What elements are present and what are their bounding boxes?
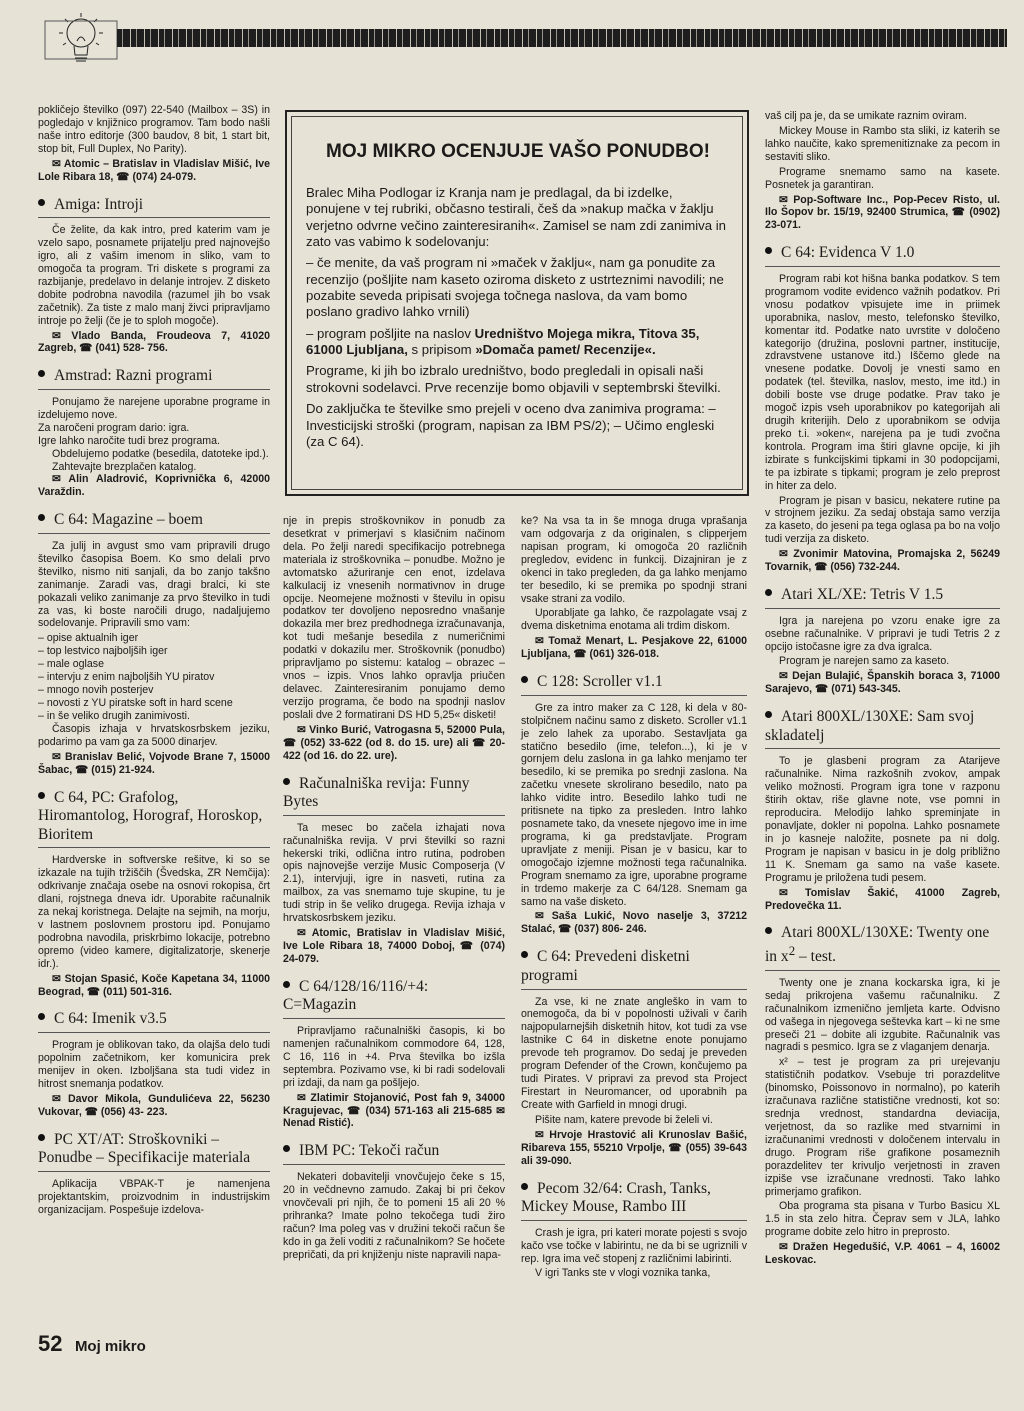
article-heading: PC XT/AT: Stroškovniki – Ponudbe – Specifikacije materiala: [38, 1131, 270, 1172]
bullet-icon: [38, 199, 45, 206]
article-heading: C 64/128/16/116/+4: C=Magazin: [283, 978, 505, 1019]
notice-text: Bralec Miha Podlogar iz Kranja nam je predlagal, da bi izdelke, ponujene v tej rubriki, občasno testirali, češ da »nakup mačka v žaklju verjetno odvrne večino zainteresiranih«. Zamisel se nam zdi zanimiva in zato vas vabimo k sodelovanju:: [306, 184, 726, 249]
article-text: Aplikacija VBPAK-T je namenjena projektantskim, proizvodnim in industrijskim organizacijam. Pospešuje izdelova-: [38, 1177, 270, 1216]
contact-address: ✉ Davor Mikola, Gundulićeva 22, 56230 Vukovar, ☎ (056) 43- 223.: [38, 1092, 270, 1118]
bullet-icon: [283, 778, 290, 785]
article-text: V igri Tanks ste v vlogi voznika tanka,: [535, 1267, 711, 1280]
notice-text: – program pošljite na naslov Uredništvo Mojega mikra, Titova 35, 61000 Ljubljana, s pripisom »Domača pamet/ Recenzije«.: [306, 325, 700, 358]
magazine-name: Moj mikro: [74, 1338, 146, 1355]
notice-text: – če menite, da vaš program ni »maček v žaklju«, nam ga ponudite za recenzijo (pošljite nam kaseto oziroma disketo z ustrteznimi navodili; ne pozabite seveda pripisati svojega točnega naslova, da vam bomo poslano gradivo lahko vrnili): [306, 255, 724, 320]
lightbulb-icon: [35, 11, 125, 75]
article-heading: Amiga: Introji: [38, 196, 270, 219]
article-text: nje in prepis stroškovnikov in ponudb za desetkrat v primerjavi s klasičnim načinom dela. Po želji naredi specifikacijo potrebnega materiala iz stroškovnika – ponudbe. Možno je avtomatsko ažuriranje cen enot, izdelava kalkulacij iz vnesenih normativnov in druge opcije. Neomejene možnosti v številu in opisu podatkov ter dovoljeno neposredno vnašanje dokazila mer brez predhodnega izračunavanja, kot tudi mešanje besedila z numeričnimi podatki v dokazilu mer. Stroškovnik (ponudbo) pripravljamo po sistemu: katalog – obrazec – vnos – izpis. Vnos lahko opravlja priučen delavec. Zainteresiranim ponujamo demo verzijo programa, če bodo na spodnji naslov poslali dve 2 formatirani DS HD 5,25« disketi!: [283, 515, 505, 721]
article-text: Za naročeni program dario: igra.: [38, 421, 190, 434]
bullet-icon: [765, 927, 772, 934]
article-text: ke? Na vsa ta in še mnoga druga vprašanja vam odgovarja z da originalen, s clipperjem napisan program, ki omogoča 20 različnih pregledov, evidenc in funkcij. Dizajniran je z okenci in tako pregleden, da ga lahko menjamo ter besedilo, ki se premika po spodnji strani vsake strani za vodilo.: [521, 515, 747, 605]
list-item: – mnogo novih posterjev: [38, 684, 154, 697]
article-heading: Računalniška revija: Funny Bytes: [283, 775, 505, 816]
article-heading: C 64: Evidenca V 1.0: [765, 244, 1000, 267]
bullet-icon: [38, 370, 45, 377]
bullet-icon: [38, 1013, 45, 1020]
article-text: Pripravljamo računalniški časopis, ki bo namenjen računalnikom commodore 64, 128, C 16, 116 in +4. Prva številka bo izšla septembra. Pozivamo vse, ki bi radi sodelovali pri izdaji, da nam ga pošljejo.: [283, 1025, 505, 1089]
contact-address: ✉ Vlado Banda, Froudeova 7, 41020 Zagreb, ☎ (041) 528- 756.: [38, 329, 270, 355]
article-text: Crash je igra, pri kateri morate pojesti s svojo kačo vse točke v labirintu, ne da bi se ugriznili v rep. Igra ima več stopenj z različnimi labirinti.: [521, 1226, 747, 1265]
bullet-icon: [38, 1134, 45, 1141]
article-text: Ta mesec bo začela izhajati nova računalniška revija. V prvi številki so razni hekerski triki, odlična intro rutina, podroben opis najnovejše verzije Music Composerja (V 2.1), intervjuji, igre in nasveti, rutina za mailbox, za vas snemamo tuje skupine, tu je tudi strip in še veliko drugega. Revija izhaja v hrvatskosrbskem jeziku.: [283, 821, 505, 925]
contact-address: ✉ Dejan Bulajić, Španskih boraca 3, 71000 Sarajevo, ☎ (071) 543-345.: [765, 670, 1000, 696]
article-heading: Atari 800XL/130XE: Sam svoj skladatelj: [765, 708, 1000, 749]
article-text: Twenty one je znana kockarska igra, ki je sedaj prikrojena vašemu računalniku. Z računalnikom izmenično jemljeta karte. Odvisno od vašega in njegovega seštevka kart – ki ne sme preseči 21 – dobite ali izgubite. Računalnik vas nagradi s pesmico. Igra se z vlaganjem denarja.: [765, 976, 1000, 1054]
notice-text: Do zaključka te številke smo prejeli v oceno dva zanimiva programa: –Investicijski stroški (program, napisan za IBM PS/2); – Učimo engleski (za C 64).: [306, 401, 716, 449]
bullet-icon: [38, 792, 45, 799]
article-text: Program je narejen samo za kaseto.: [779, 655, 950, 668]
page-header-banner: [35, 17, 1007, 55]
article-text: Pišite nam, katere prevode bi želeli vi.: [535, 1113, 713, 1126]
contact-address: ✉ Zvonimir Matovina, Promajska 2, 56249 Tovarnik, ☎ (056) 732-244.: [765, 548, 1000, 574]
article-text: Program je pisan v basicu, nekatere rutine pa v strojnem jeziku. Za sedaj obstaja samo verzija za kaseto, do jeseni pa tega oglasa pa bo na voljo tudi verzija za disketo.: [765, 494, 1000, 546]
contact-address: ✉ Hrvoje Hrastović ali Krunoslav Bašić, Ribareva 155, 55210 Vrpolje, ☎ (055) 39-643 ali 39-090.: [521, 1128, 747, 1167]
contact-address: ✉ Pop-Software Inc., Pop-Pecev Risto, ul. Ilo Šopov br. 15/19, 92400 Strumica, ☎ (0902) 23-071.: [765, 193, 1000, 232]
list-item: – intervju z enim najboljših YU piratov: [38, 671, 215, 684]
column-1: [38, 104, 270, 1219]
notice-title: MOJ MIKRO OCENJUJE VAŠO PONUDBO!: [326, 141, 710, 162]
column-2: [283, 515, 505, 1263]
article-heading: Atari XL/XE: Tetris V 1.5: [765, 586, 1000, 609]
list-item: – top lestvico najboljših iger: [38, 645, 168, 658]
bullet-icon: [283, 981, 290, 988]
notice-text: Programe, ki jih bo izbralo uredništvo, bodo pregledali in opisali naši strokovni sodelavci. Prve recenzije bomo objavili v septembrski številki.: [306, 363, 721, 395]
article-heading: C 64, PC: Grafolog, Hiromantolog, Horograf, Horoskop, Bioritem: [38, 789, 270, 849]
article-heading: Amstrad: Razni programi: [38, 367, 270, 390]
article-text: Za vse, ki ne znate angleško in vam to onemogoča, da bi v popolnosti uživali v čarih najpopularnejših disketnih hitov, kot tudi za vse lastnike C 64 in disketne enote ponujamo prevode teh programov. Do sedaj je preveden program Defender of the Crown, končujemo pa tudi Pirates. V pripravi za prevod sta Project Firestart in Neuromancer, od uporabnih pa Create with Garfield in mnogi drugi.: [521, 995, 747, 1111]
contact-address: ✉ Atomic, Bratislav in Vladislav Mišić, Ive Lole Ribara 18, 74000 Doboj, ☎ (074) 24-079.: [283, 927, 505, 965]
bullet-icon: [765, 711, 772, 718]
list-item: – in še veliko drugih zanimivosti.: [38, 709, 190, 722]
article-heading: Pecom 32/64: Crash, Tanks, Mickey Mouse, Rambo III: [521, 1180, 747, 1221]
page-footer: [38, 1331, 146, 1357]
article-text: Nekateri dobavitelji vnovčujejo čeke s 15, 20 in večdnevno zamudo. Zakaj bi pri čekov vnovčevali pri njih, če to pomeni 15 ali 20 % prihranka? Imate polno tekočega tudi žiro račun? Ima poleg vas v družini tekoči račun še kdo in ga želi voditi z računalnikom? Se hočete prepričati, da pri knjiženju niste napravili napa-: [283, 1171, 505, 1261]
editorial-notice-box: [285, 110, 749, 496]
contact-address: ✉ Dražen Hegedušić, V.P. 4061 – 4, 16002 Leskovac.: [765, 1241, 1000, 1267]
article-text: Program rabi kot hišna banka podatkov. S tem programom vodite evidenco važnih podatkov. Pri vnosu podatkov vpisujete ime in priimek uporabnika, naslov, mesto, telefonsko številko, komentar itd. Podatke nato uvrstite v določeno kategorijo (družina, poslovni partner, institucije, zdravstvene ustanove itd.) Iščemo glede na vnesene podatke. Dovolj je vnesti samo en podatek (tel. številka, naslov, mesto, ime itd.) in dobili boste vse druge podatke. Prav tako je mogoč izpis vseh uporabnikov po kategorijah ali drugih kriterijih. Delo z uporabnikom se odvija preko t.i. »oken«, narejena pa je tudi zvočna kontrola. Program ima štiri glavne opcije, ki jih izbirate s funkcijskimi tipkami in 30 podopcijami, te pa izbirate s tipkami; program je zelo preprost in hiter za delo.: [765, 272, 1000, 492]
article-text: Za julij in avgust smo vam pripravili drugo številko časopisa Boem. Ko smo delali prvo številko, nismo niti sanjali, da bo zanjo takšno zanimanje. Zaradi vas, dragi bralci, ki ste pokazali veliko zanimanje za prvo številko in tudi za vas, ki boste naročili drugo, nadaljujemo sodelovanje. Pripravili smo vam:: [38, 539, 270, 630]
article-text: To je glasbeni program za Atarijeve računalnike. Nima razkošnih zvokov, ampak veliko možnosti. Program igra tone v razponu štirih oktav, riše glavne note, vse pomni in reproducira. Melodijo lahko spreminjate in ponavljate, dokler ni popolna. Lahko posnamete in jo kasneje naložite, posnete pa ni dolg. Program je napisan v basicu in je dolg približno 11 K. Snemam ga samo na vaše kasete. Programu je priložena tudi pesem.: [765, 755, 1000, 884]
page-number: 52: [38, 1331, 63, 1356]
article-text: x² – test je program za pri urejevanju statističnih podatkov. Vsebuje tri porazdelitve (binomsko, Poissonovo in normalno), po katerih izračunava različne statistične vrednosti, kot so: srednja vrednost, standardna deviacija, verjetnost, da so razlike med stvarnimi in izračunanimi vrednosti v določenem intervalu in drugo. Program riše grafikone posameznih porazdelitev ter krivuljo verjetnosti in zraven izpiše vse izračunane vrednosti. Tako lahko primerjamo grafikon.: [765, 1056, 1000, 1198]
list-item: – male oglase: [38, 658, 104, 671]
article-heading: C 128: Scroller v1.1: [521, 673, 747, 696]
article-text: Zahtevajte brezplačen katalog.: [52, 460, 197, 473]
article-text: Obdelujemo podatke (besedila, datoteke ipd.).: [52, 447, 269, 460]
contact-address: ✉ Saša Lukić, Novo naselje 3, 37212 Stalać, ☎ (037) 806- 246.: [521, 910, 747, 936]
bullet-icon: [283, 1145, 290, 1152]
contact-address: ✉ Tomislav Šakić, 41000 Zagreb, Predovečka 11.: [765, 886, 1000, 912]
column-3: [521, 515, 747, 1282]
article-heading: C 64: Imenik v3.5: [38, 1010, 270, 1033]
article-text: Uporabljate ga lahko, če razpolagate vsaj z dvema disketnima enotama ali trdim diskom.: [521, 607, 747, 633]
article-text: Programe snemamo samo na kasete. Posnetek ja garantiran.: [765, 165, 1000, 191]
article-text: Mickey Mouse in Rambo sta sliki, iz katerih se lahko naučite, kako spremenitiznake za pecom in sestaviti sliko.: [765, 124, 1000, 163]
bullet-icon: [521, 951, 528, 958]
article-text: Časopis izhaja v hrvatskosrbskem jeziku, podarimo pa vam ga za 5000 dinarjev.: [38, 722, 270, 748]
bullet-icon: [765, 247, 772, 254]
article-text: Če želite, da kak intro, pred katerim vam je vzelo sapo, posnamete prijatelju pred najnovejšo igro, ali z vašim imenom in sliko, vam to omogoča ta program. Tri diskete s programi za razbijanje, predelavo in delanje introjev. Z disketo dobite podrobna navodila (razumel jih bo vsak začetnik). Za tiste z malo manj živci pripravljamo introje po želji (če je to sploh mogoče).: [38, 224, 270, 327]
article-text: Igre lahko naročite tudi brez programa.: [38, 434, 220, 447]
list-item: – opise aktualnih iger: [38, 632, 139, 645]
article-text: Oba programa sta pisana v Turbo Basicu XL 1.5 in sta zelo hitra. Čeprav sem v JLA, lahko programe dobite zelo hitro in preprosto.: [765, 1200, 1000, 1239]
contact-address: ✉ Stojan Spasić, Koče Kapetana 34, 11000 Beograd, ☎ (011) 501-316.: [38, 972, 270, 998]
header-rule: [117, 29, 1007, 47]
contact-address: ✉ Vinko Burić, Vatrogasna 5, 52000 Pula, ☎ (052) 33-622 (od 8. do 15. ure) ali ☎ 20-422 (od 16. do 22. ure).: [283, 723, 505, 762]
column-4: [765, 110, 1000, 1269]
contact-address: ✉ Tomaž Menart, L. Pesjakove 22, 61000 Ljubljana, ☎ (061) 326-018.: [521, 635, 747, 661]
bullet-icon: [521, 676, 528, 683]
article-heading: Atari 800XL/130XE: Twenty one in $x^2$ – test.: [765, 924, 1000, 970]
contact-address: ✉ Zlatimir Stojanović, Post fah 9, 34000 Kragujevac, ☎ (034) 571-163 ali 215-685 ✉ Nenad Ristić).: [283, 1091, 505, 1130]
article-text: Ponujamo že narejene uporabne programe in izdelujemo nove.: [38, 395, 270, 421]
bullet-icon: [38, 514, 45, 521]
article-text: pokličejo številko (097) 22-540 (Mailbox – 3S) in pogledajo v knjižnico programov. Tam bodo našli naše intro editorje (300 baudov, 8 bit, 1 start bit, stop bit, Full Duplex, No Parity).: [38, 104, 270, 155]
article-heading: C 64: Prevedeni disketni programi: [521, 948, 747, 989]
article-heading: IBM PC: Tekoči račun: [283, 1142, 505, 1165]
contact-address: ✉ Atomic – Bratislav in Vladislav Mišić, Ive Lole Ribara 18, ☎ (074) 24-079.: [38, 157, 270, 183]
article-text: Program je oblikovan tako, da olajša delo tudi popolnim začetnikom, ker komunicira prek menijev in oken. Izboljšana sta tudi videz in hitrost snemanja podatkov.: [38, 1039, 270, 1090]
article-text: Hardverske in softverske rešitve, ki so se izkazale na tujih tržiščih (Švedska, ZR Nemčija): odkrivanje značaja osebe na osnovi rokopisa, črt dlani, rojstnega dneva idr. Uporabite računalnik za nekaj koristnega. Delajte na sejmih, na morju, v lastnem poslovnem prostoru ipd. Ponujamo podrobna navodila, priskrbimo lokacije, potrebno opremo (video kamere, digitalizatorje, skenerje idr.).: [38, 854, 270, 970]
article-text: Gre za intro maker za C 128, ki dela v 80-stolpičnem načinu samo z disketo. Scroller v1.1 je zelo lahek za uporabo. Sestavljata ga statično besedilo (ime, telefon...), ki je v gornjem delu zaslona in ga lahko menjamo ter besedilo, ki se premika po srednji zaslona. Na začetku vnesete skrolirano besedilo, nato pa lahko vidite intro. Besedilo lahko tudi ne pritisnete na tipko za presleden. Intro lahko posnamete tako, da vnesete njegovo ime in ime programa, ki ga predstavljate. Program upravljate z meniji. Pisan je v basicu, kar to omogočajo izjemne možnosti tega računalnika. Program snemamo za igre, uporabne programe in trdemo makerje za C 64/128. Snemam ga samo na vaše disketo.: [521, 701, 747, 908]
bullet-icon: [521, 1183, 528, 1190]
article-text: Igra ja narejena po vzoru enake igre za osebne računalnike. V pripravi je tudi Tetris 2 z opcijo istočasne igre za dva igralca.: [765, 614, 1000, 653]
article-text: vaš cilj pa je, da se umikate raznim oviram.: [765, 110, 967, 122]
contact-address: ✉ Alin Aladrović, Koprivnička 6, 42000 Varaždin.: [38, 473, 270, 499]
list-item: – novosti z YU piratske soft in hard scene: [38, 696, 233, 709]
article-heading: C 64: Magazine – boem: [38, 511, 270, 534]
contact-address: ✉ Branislav Belić, Vojvode Brane 7, 15000 Šabac, ☎ (015) 21-924.: [38, 750, 270, 776]
bullet-icon: [765, 589, 772, 596]
